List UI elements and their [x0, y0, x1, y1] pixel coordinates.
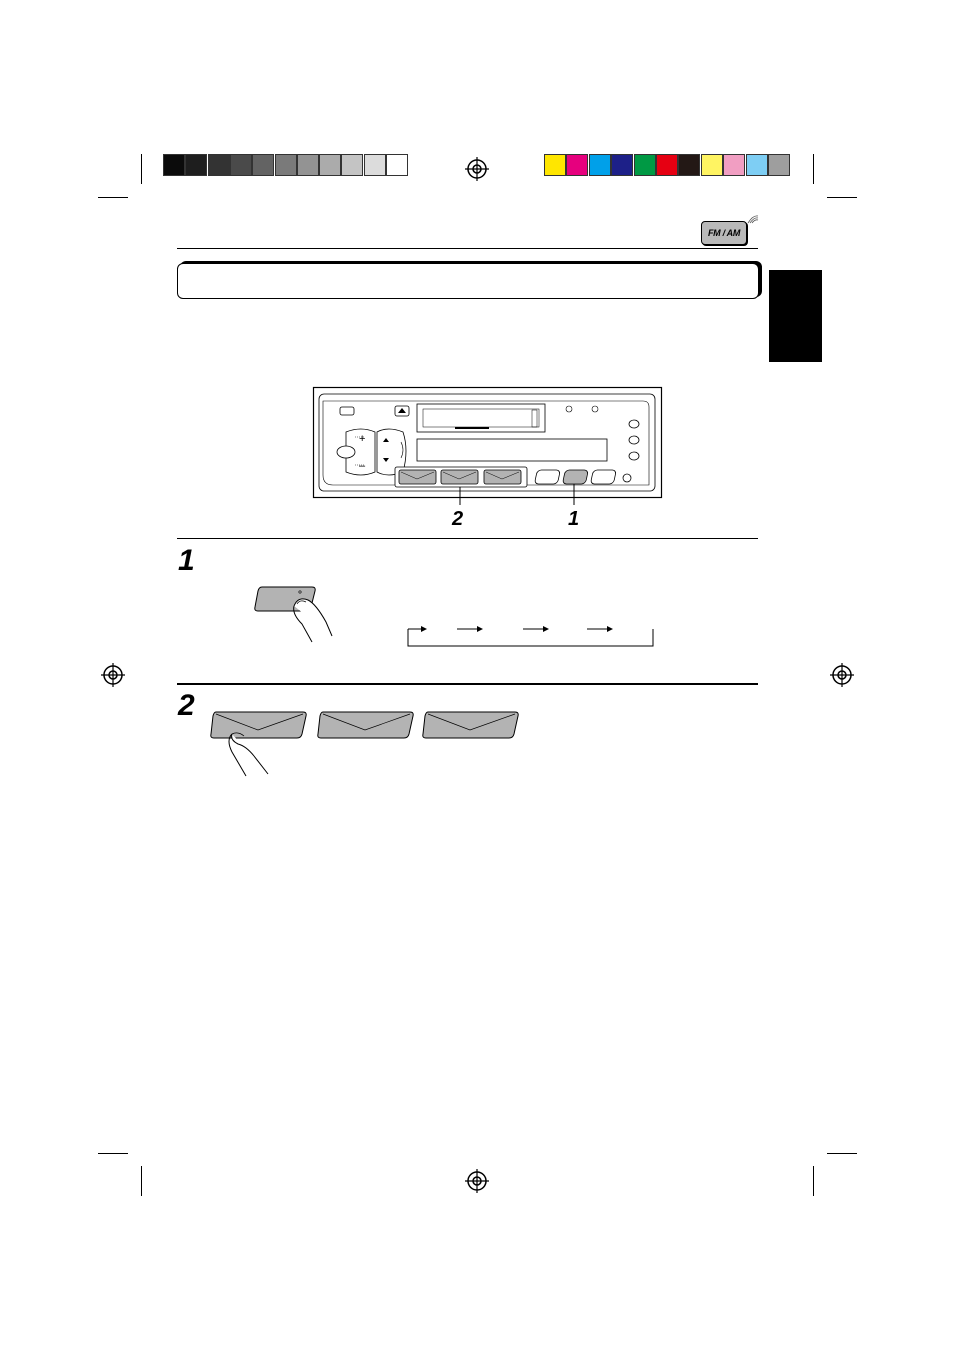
- crop-mark: [813, 154, 814, 184]
- callout-band-button: 1: [568, 508, 580, 530]
- car-stereo-faceplate: [313, 387, 663, 499]
- gray-swatch: [208, 154, 230, 176]
- gray-swatch: [185, 154, 207, 176]
- band-cycle-diagram: [405, 623, 655, 649]
- step-2-number: 2: [178, 689, 195, 722]
- preset-button-2: [441, 470, 478, 484]
- preset-button-3: [484, 470, 521, 484]
- signal-waves-icon: [747, 214, 759, 224]
- color-swatch: [678, 154, 700, 176]
- color-swatch: [544, 154, 566, 176]
- svg-text:+: +: [359, 433, 366, 445]
- color-swatch: [656, 154, 678, 176]
- preset-buttons-press-illustration: [210, 710, 530, 780]
- gray-swatch: [275, 154, 297, 176]
- gray-swatch: [297, 154, 319, 176]
- color-swatch: [566, 154, 588, 176]
- color-swatch: [768, 154, 790, 176]
- gray-swatch: [364, 154, 386, 176]
- color-swatch: [746, 154, 768, 176]
- crop-mark: [141, 154, 142, 184]
- gray-swatch: [230, 154, 252, 176]
- fm-am-badge-label: FM / AM: [707, 228, 741, 238]
- callout-preset-buttons: 2: [452, 508, 464, 530]
- crop-mark: [98, 197, 128, 198]
- fm-am-badge: [701, 221, 747, 245]
- crop-mark: [827, 1153, 857, 1154]
- step-2-rule: [177, 683, 758, 685]
- large-preset-button-1: [211, 712, 306, 738]
- step-1-number: 1: [178, 544, 195, 577]
- svg-text:–: –: [359, 460, 366, 472]
- band-button-press-illustration: [254, 584, 344, 644]
- color-swatch: [589, 154, 611, 176]
- crop-mark: [827, 197, 857, 198]
- gray-swatch: [386, 154, 408, 176]
- crop-mark: [141, 1166, 142, 1196]
- preset-button-1: [399, 470, 436, 484]
- color-swatch: [611, 154, 633, 176]
- large-preset-button-2: [318, 712, 413, 738]
- registration-top-icon: [465, 157, 489, 181]
- gray-swatch: [319, 154, 341, 176]
- header-rule: [177, 248, 758, 249]
- crop-mark: [813, 1166, 814, 1196]
- color-swatch: [634, 154, 656, 176]
- language-side-tab: [769, 270, 822, 362]
- gray-swatch: [252, 154, 274, 176]
- color-swatch: [701, 154, 723, 176]
- registration-right-icon: [830, 663, 854, 687]
- gray-swatch: [163, 154, 185, 176]
- step-1-rule: [177, 538, 758, 539]
- crop-mark: [98, 1153, 128, 1154]
- color-swatch: [723, 154, 745, 176]
- registration-bottom-icon: [465, 1169, 489, 1193]
- section-title-box: [177, 263, 759, 299]
- registration-left-icon: [101, 663, 125, 687]
- gray-swatch: [341, 154, 363, 176]
- large-preset-button-3: [423, 712, 518, 738]
